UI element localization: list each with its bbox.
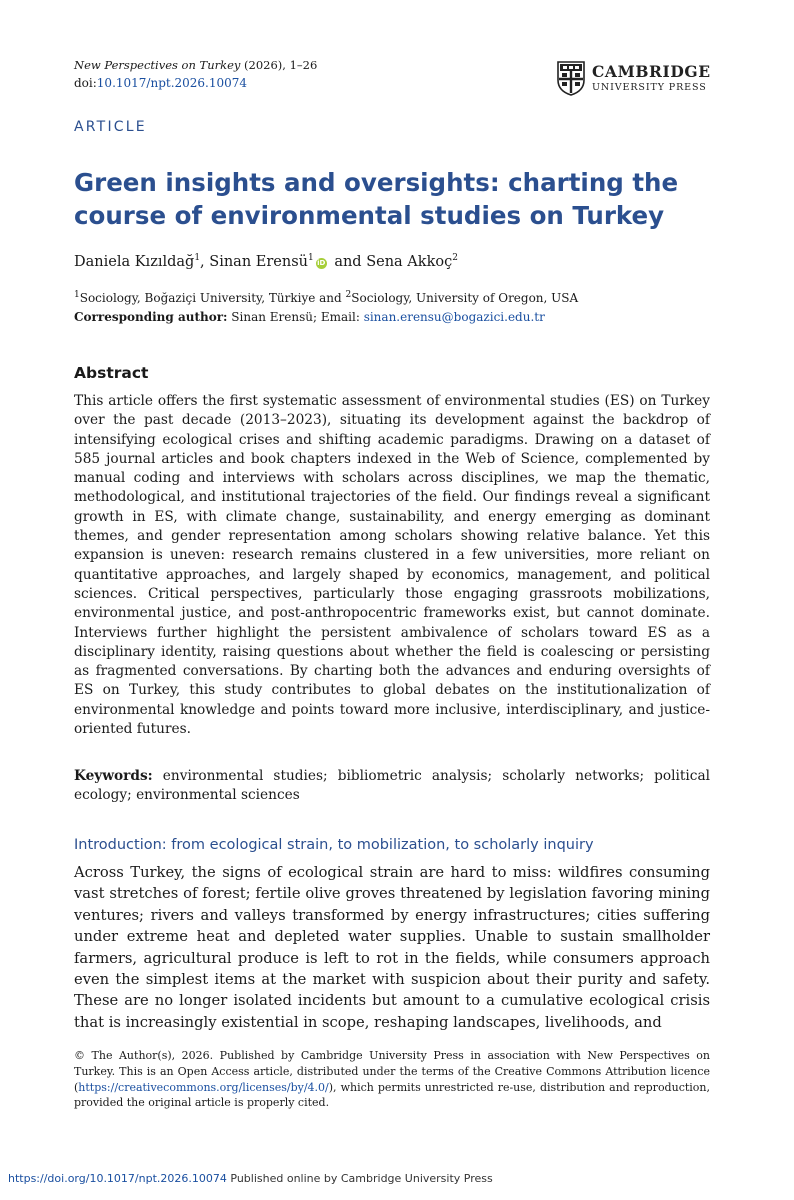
author-separator: , [200,254,210,270]
author-affil-sup: 2 [452,253,458,264]
copyright-text: ), which permits unrestricted re-use, distribution and reproduction, provided the original article is properly cited. [74,1080,710,1110]
publisher-name [592,64,711,92]
corresponding-author [74,310,545,324]
publisher-line1: CAMBRIDGE [592,62,711,81]
doi-link[interactable]: 10.1017/npt.2026.10074 [96,76,248,90]
author-affil-sup: 1 [307,253,314,264]
corresponding-text: Sinan Erensü; Email: [227,310,364,324]
footer-published: Published online by Cambridge University Press [226,1172,493,1185]
affil-sup: 2 [345,290,352,300]
license-link[interactable]: https://creativecommons.org/licenses/by/4.0/ [78,1080,329,1094]
copyright-text: © The Author(s), 2026. Published by Cambridge University Press in association with New Perspectives on Turkey. This is an Open Access article, distributed under the terms of the Creative Commons Attribution licence ( [74,1049,710,1094]
introduction-text: Across Turkey, the signs of ecological strain are hard to miss: wildfires consuming vast stretches of forest; fertile olive groves threatened by legislation favoring mining ventures; rivers and valleys transformed by energy infrastructures; cities suffering under extreme heat and depleted water supplies. Unable to sustain smallholder farmers, agricultural produce is left to rot in the fields, while consumers approach even the simplest items at the market with suspicion about their purity and safety. These are no longer isolated incidents but amount to a cumulative ecological crisis that is increasingly existential in scope, reshaping landscapes, livelihoods, and [74,864,710,1031]
orcid-icon[interactable]: iD [317,259,326,267]
author-name: Sena Akkoç [366,254,453,270]
email-link[interactable]: sinan.erensu@bogazici.edu.tr [363,310,545,324]
author-affil-sup: 1 [194,253,201,264]
footer-doi-link[interactable]: https://doi.org/10.1017/npt.2026.10074 [8,1172,227,1185]
affiliation-text: Sociology, University of Oregon, USA [351,291,579,305]
section-heading: Introduction: from ecological strain, to mobilization, to scholarly inquiry [74,837,594,853]
author-name: Daniela Kızıldağ [74,254,195,270]
author-list [74,254,458,270]
keywords [74,767,710,806]
abstract-heading: Abstract [74,364,149,382]
copyright-notice [74,1048,710,1111]
keywords-label: Keywords: [74,768,153,784]
journal-name: New Perspectives on Turkey [74,58,241,72]
affiliations [74,291,578,305]
journal-citation [74,58,317,72]
article-title: Green insights and oversights: charting the course of environmental studies on Turkey [74,168,679,230]
cambridge-shield-icon [556,60,586,96]
author-separator: and [329,254,367,270]
publisher-line2: UNIVERSITY PRESS [592,81,707,93]
corresponding-label: Corresponding author: [74,310,228,324]
doi-line [74,76,247,90]
journal-year-pages: (2026), 1–26 [240,58,318,72]
affil-sup: 1 [74,290,80,300]
page-footer [8,1172,493,1185]
article-type-label: ARTICLE [74,119,147,135]
author-name: Sinan Erensü [209,254,308,270]
doi-prefix: doi: [74,76,97,90]
publisher-logo [556,58,716,98]
affiliation-text: Sociology, Boğaziçi University, Türkiye and [79,291,346,305]
abstract-text: This article offers the first systematic assessment of environmental studies (ES) on Turkey over the past decade (2013–2023), situating its development against the backdrop of intensifying ecological crises and shifting academic paradigms. Drawing on a dataset of 585 journal articles and book chapters indexed in the Web of Science, complemented by manual coding and interviews with scholars across disciplines, we map the thematic, methodological, and institutional trajectories of the field. Our findings reveal a significant growth in ES, with climate change, sustainability, and energy emerging as dominant themes, and gender representation among scholars showing relative balance. Yet this expansion is uneven: research remains clustered in a few universities, more reliant on quantitative approaches, and largely shaped by economics, management, and political sciences. Critical perspectives, particularly those engaging grassroots mobilizations, environmental justice, and post-anthropocentric frameworks exist, but cannot dominate. Interviews further highlight the persistent ambivalence of scholars toward ES as a disciplinary identity, raising questions about whether the field is coalescing or persisting as fragmented conversations. By charting both the advances and enduring oversights of ES on Turkey, this study contributes to global debates on the institutionalization of environmental knowledge and points toward more inclusive, interdisciplinary, and justice-oriented futures. [74,393,710,738]
keywords-text: environmental studies; bibliometric analysis; scholarly networks; political ecology; environmental sciences [74,768,710,804]
